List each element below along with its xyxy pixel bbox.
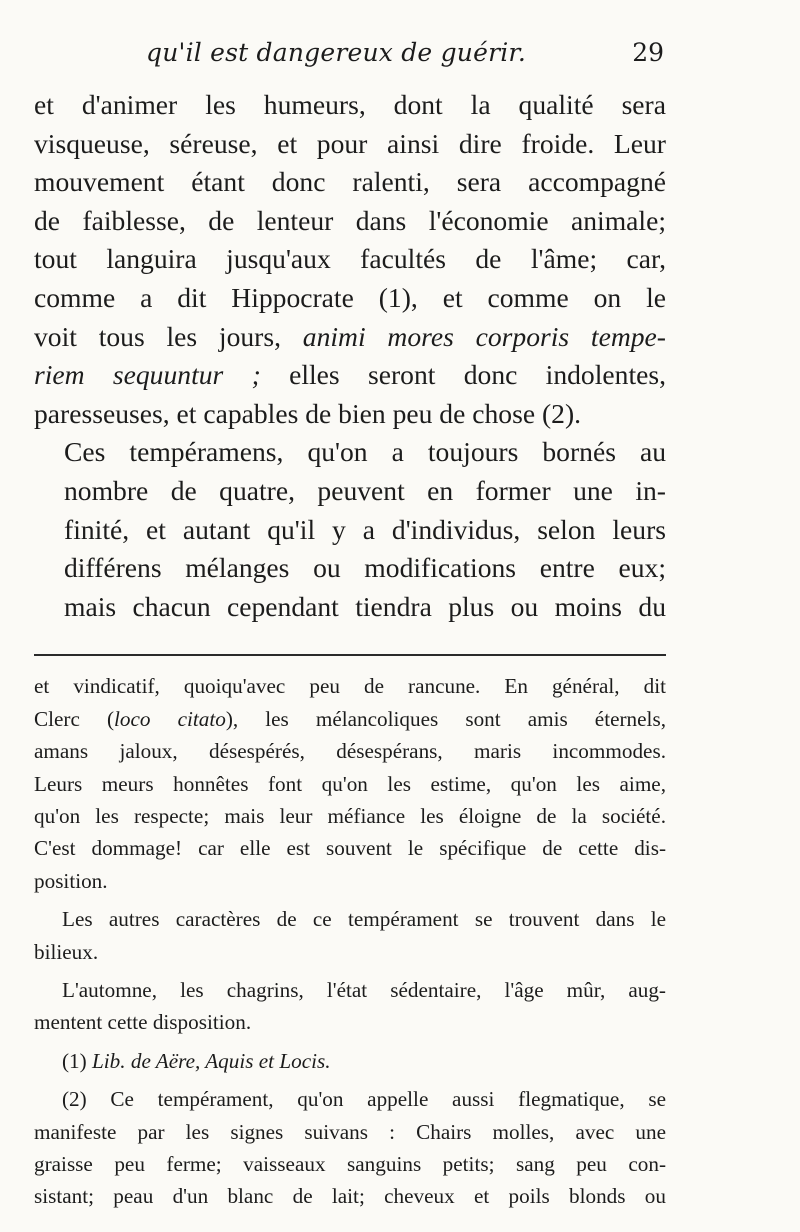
running-head: qu'il est dangereux de guérir. <box>146 38 526 67</box>
text-line: et d'animer les humeurs, dont la qualité sera <box>34 89 666 120</box>
note-line: amans jaloux, désespérés, désespérans, maris incommodes. <box>34 739 666 764</box>
note-line: Leurs meurs honnêtes font qu'on les estime, qu'on les aime, <box>34 771 666 796</box>
latin-quote: animi mores corporis tempe- <box>302 320 666 352</box>
footnote-paragraph <box>34 903 666 968</box>
note-line: C'est dommage! car elle est souvent le spécifique de cette dis- <box>34 836 666 861</box>
note-line <box>34 1045 666 1077</box>
paragraph <box>34 86 666 433</box>
paragraph <box>34 433 666 626</box>
book-page <box>34 26 666 1216</box>
text-line: tout languira jusqu'aux facultés de l'âme; car, <box>34 243 666 275</box>
note-line: (2) Ce tempérament, qu'on appelle aussi flegmatique, se <box>62 1087 666 1112</box>
citation: loco citato <box>114 706 226 731</box>
text-line <box>34 318 666 357</box>
note-line: mentent cette disposition. <box>34 1010 252 1035</box>
footnote-1 <box>34 1045 666 1077</box>
footnote-mark: (1) <box>62 1048 87 1073</box>
note-line <box>34 703 666 735</box>
footnote-paragraph <box>34 974 666 1039</box>
page-number: 29 <box>632 38 664 67</box>
note-line: sistant; peau d'un blanc de lait; cheveux et poils blonds ou <box>34 1184 666 1209</box>
text-line: finité, et autant qu'il y a d'individus, selon leurs <box>64 513 666 545</box>
note-line: position. <box>34 868 108 893</box>
note-line: L'automne, les chagrins, l'état sédentaire, l'âge mûr, aug- <box>62 977 666 1002</box>
footnotes <box>34 670 666 1213</box>
footnote-rule <box>34 654 666 656</box>
text-line: comme a dit Hippocrate (1), et comme on le <box>34 281 666 313</box>
citation: Lib. de Aëre, Aquis et Locis. <box>92 1048 331 1073</box>
text-line <box>34 356 666 395</box>
text-line: de faiblesse, de lenteur dans l'économie animale; <box>34 204 666 236</box>
text-run: Clerc ( <box>34 706 115 731</box>
text-run: ), les mélancoliques sont amis éternels, <box>225 706 666 731</box>
text-line: visqueuse, séreuse, et pour ainsi dire froide. Leur <box>34 127 666 159</box>
note-line: qu'on les respecte; mais leur méfiance les éloigne de la société. <box>34 803 666 828</box>
text-run: elles seront donc indolentes, <box>289 359 666 391</box>
note-line: Les autres caractères de ce tempérament se trouvent dans le <box>62 907 666 932</box>
page-header <box>34 26 666 82</box>
text-line: nombre de quatre, peuvent en former une in- <box>64 474 666 506</box>
note-line: graisse peu ferme; vaisseaux sanguins petits; sang peu con- <box>34 1152 666 1176</box>
note-line: manifeste par les signes suivans : Chairs molles, avec une <box>34 1119 666 1144</box>
note-line: et vindicatif, quoiqu'avec peu de rancune. En général, dit <box>34 674 666 699</box>
note-line: bilieux. <box>34 939 99 964</box>
footnote-2 <box>34 1083 666 1213</box>
text-line: mouvement étant donc ralenti, sera accompagné <box>34 166 666 198</box>
text-line: Ces tempéramens, qu'on a toujours bornés au <box>64 436 666 468</box>
footnote-continuation <box>34 670 666 897</box>
latin-quote: riem sequuntur ; <box>34 359 261 391</box>
main-text <box>34 86 666 626</box>
text-line: différens mélanges ou modifications entre eux; <box>64 552 666 584</box>
text-line: mais chacun cependant tiendra plus ou moins du <box>64 590 666 622</box>
text-line: paresseuses, et capables de bien peu de chose (2). <box>34 397 582 429</box>
text-run: voit tous les jours, <box>34 320 281 352</box>
